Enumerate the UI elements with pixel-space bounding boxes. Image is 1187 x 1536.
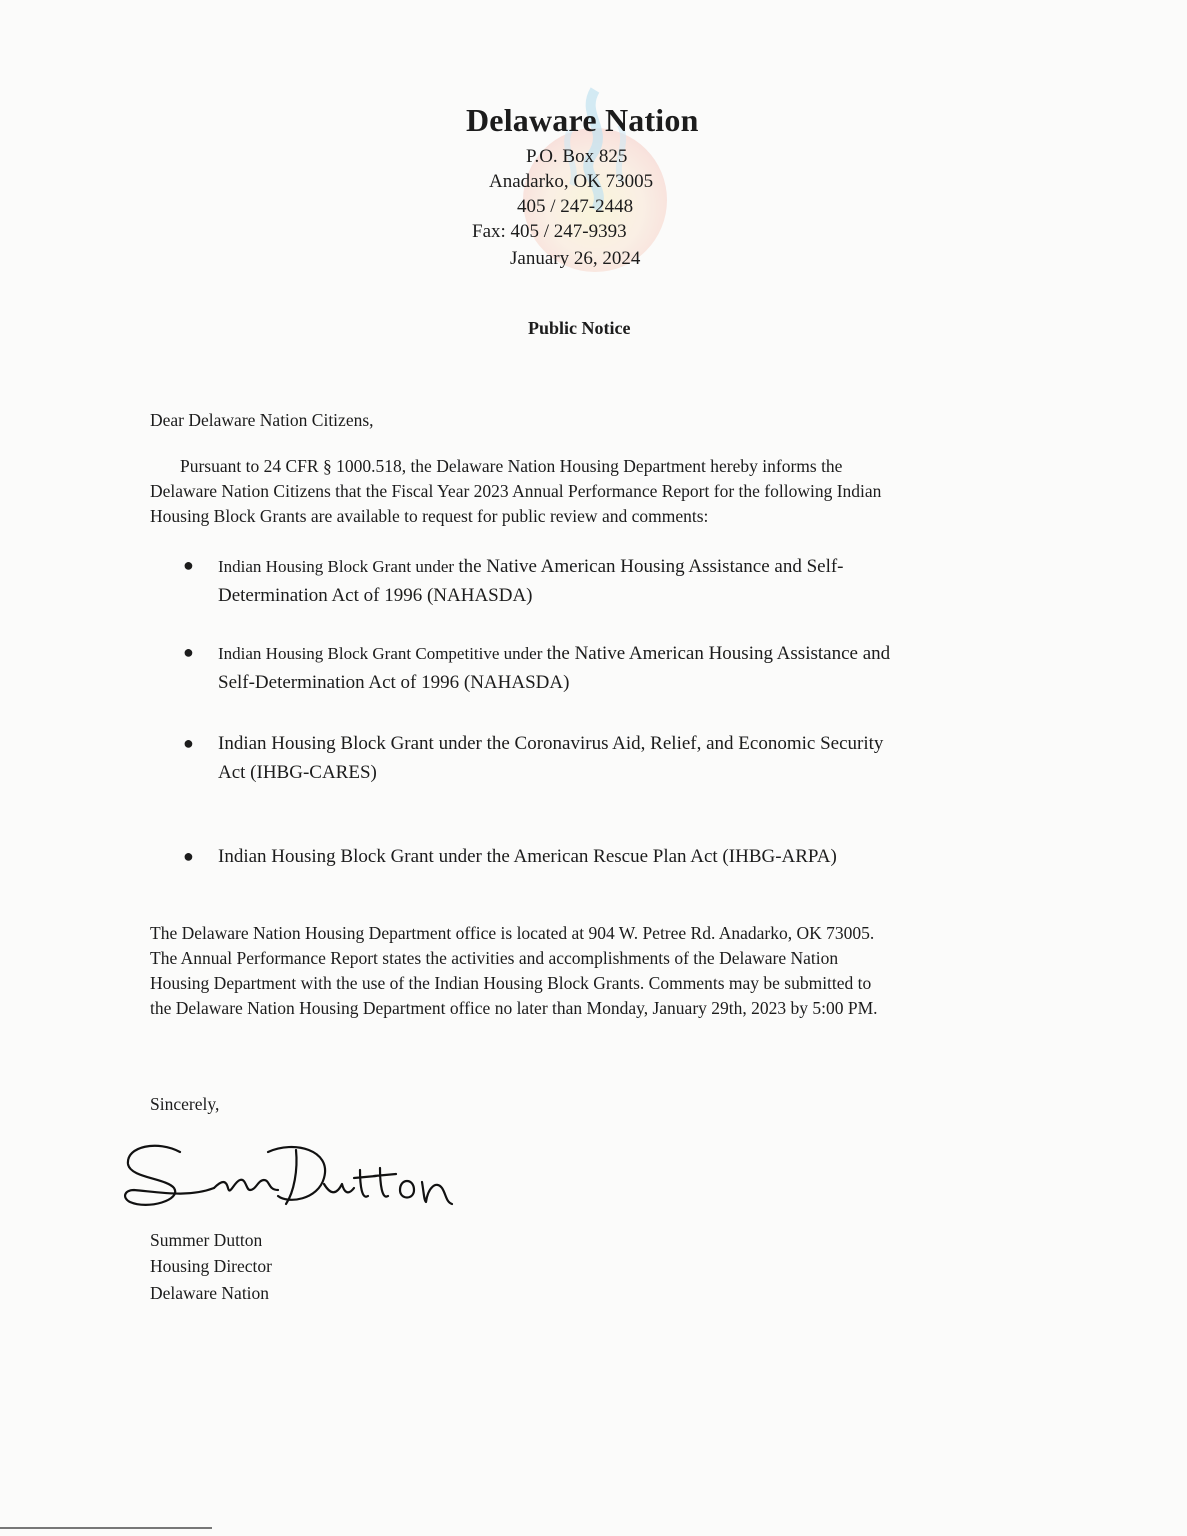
organization-name: Delaware Nation xyxy=(466,102,699,138)
notice-title: Public Notice xyxy=(528,318,631,338)
list-item-text: Act (IHBG-CARES) xyxy=(218,762,377,783)
letter-date: January 26, 2024 xyxy=(510,248,641,269)
list-item-text: Self-Determination Act of 1996 (NAHASDA) xyxy=(218,672,570,693)
footer-rule xyxy=(0,1527,212,1529)
list-item xyxy=(218,552,1038,610)
closing-line: the Delaware Nation Housing Department office no later than Monday, January 29th, 2023 by 5:00 PM. xyxy=(150,998,878,1018)
closing-line: The Annual Performance Report states the activities and accomplishments of the Delaware Nation xyxy=(150,948,839,968)
salutation: Dear Delaware Nation Citizens, xyxy=(150,410,374,430)
list-item-lead: Indian Housing Block Grant Competitive under xyxy=(218,644,547,663)
intro-line: Housing Block Grants are available to request for public review and comments: xyxy=(150,506,709,526)
list-item-text: the Native American Housing Assistance and Self- xyxy=(458,556,844,577)
list-item-text: the Native American Housing Assistance and xyxy=(546,643,891,664)
signatory-name: Summer Dutton xyxy=(150,1230,263,1250)
closing-line: The Delaware Nation Housing Department office is located at 904 W. Petree Rd. Anadarko, OK 73005. xyxy=(150,923,875,943)
list-item-lead: Indian Housing Block Grant under xyxy=(218,557,459,576)
bullet-icon: ● xyxy=(183,642,194,662)
list-item xyxy=(218,729,1038,787)
handwritten-signature xyxy=(118,1130,468,1230)
intro-line: Delaware Nation Citizens that the Fiscal Year 2023 Annual Performance Report for the following Indian xyxy=(150,481,882,501)
signatory-title: Housing Director xyxy=(150,1256,272,1276)
list-item xyxy=(218,842,1038,871)
fax-number: Fax: 405 / 247-9393 xyxy=(472,221,627,242)
bullet-icon: ● xyxy=(183,846,194,866)
list-item-text: Indian Housing Block Grant under the Coronavirus Aid, Relief, and Economic Security xyxy=(218,733,884,754)
intro-line: Pursuant to 24 CFR § 1000.518, the Delaware Nation Housing Department hereby informs the xyxy=(180,456,843,476)
address-line: P.O. Box 825 xyxy=(526,146,628,167)
closing-paragraph xyxy=(150,921,878,1021)
list-item xyxy=(218,639,1038,697)
bullet-icon: ● xyxy=(183,555,194,575)
intro-paragraph xyxy=(150,454,1020,529)
closing-line: Housing Department with the use of the Indian Housing Block Grants. Comments may be submitted to xyxy=(150,973,872,993)
list-item-text: Determination Act of 1996 (NAHASDA) xyxy=(218,585,533,606)
sign-off: Sincerely, xyxy=(150,1094,220,1114)
city-line: Anadarko, OK 73005 xyxy=(489,171,654,192)
phone-number: 405 / 247-2448 xyxy=(517,196,634,217)
list-item-text: Indian Housing Block Grant under the American Rescue Plan Act (IHBG-ARPA) xyxy=(218,846,837,867)
bullet-icon: ● xyxy=(183,733,194,753)
signatory-organization: Delaware Nation xyxy=(150,1283,270,1303)
